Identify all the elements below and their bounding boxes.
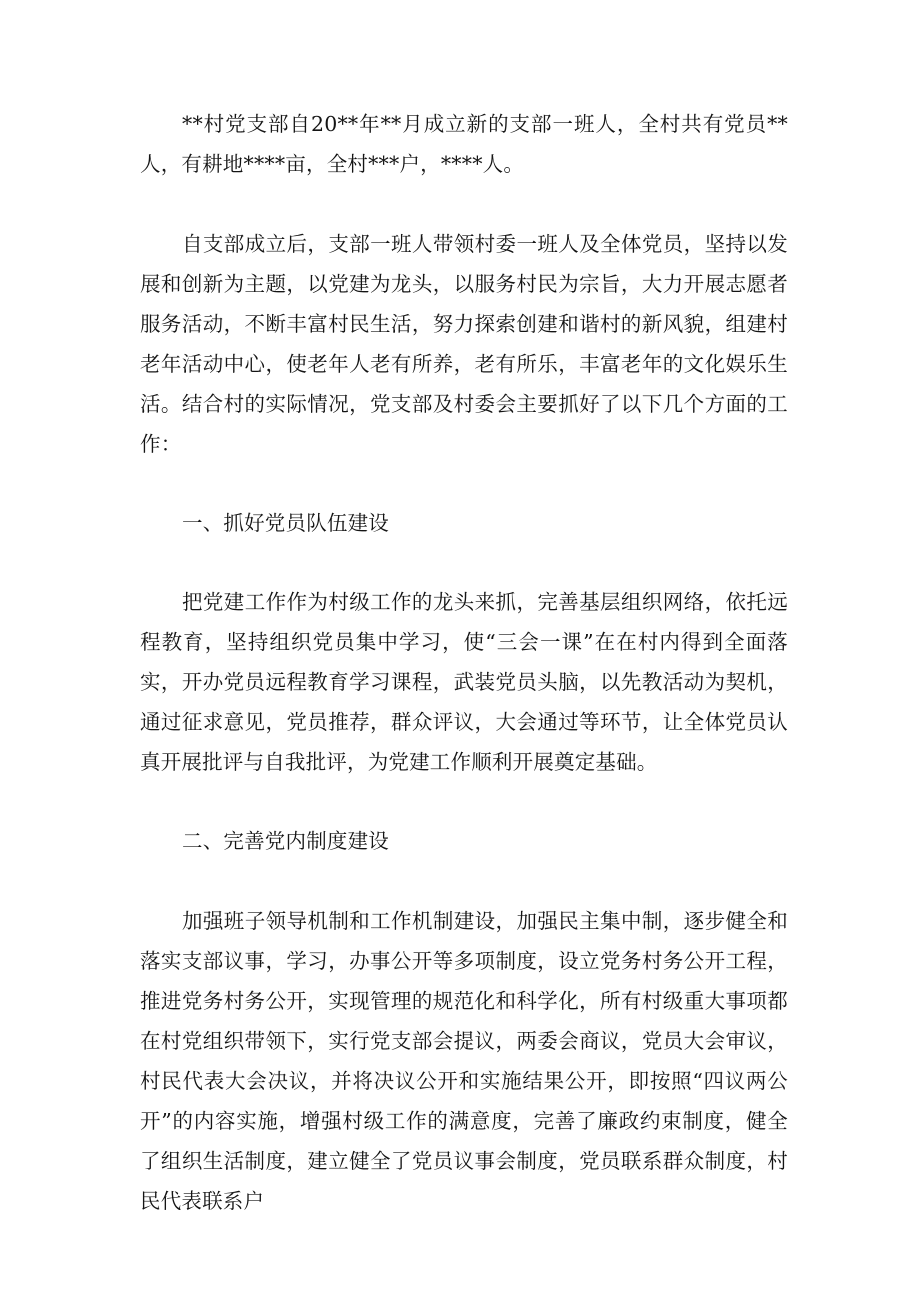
section-heading-1: 一、抓好党员队伍建设	[182, 511, 389, 535]
section-2-paragraph: 加强班子领导机制和工作机制建设，加强民主集中制，逐步健全和落实支部议事，学习，办事公开等多项制度，设立党务村务公开工程，推进党务村务公开，实现管理的规范化和科学化，所有村级重大事项都在村党组织带领下，实行党支部会提议，两委会商议，党员大会审议，村民代表大会决议，并将决议公开和实施结果公开，即按照“四议两公开”的内容实施，增强村级工作的满意度，完善了廉政约束制度，健全了组织生活制度，建立健全了党员议事会制度，党员联系群众制度，村民代表联系户	[140, 909, 788, 1213]
overview-paragraph: 自支部成立后，支部一班人带领村委一班人及全体党员，坚持以发展和创新为主题，以党建为龙头，以服务村民为宗旨，大力开展志愿者服务活动，不断丰富村民生活，努力探索创建和谐村的新风貌，组建村老年活动中心，使老年人老有所养，老有所乐，丰富老年的文化娱乐生活。结合村的实际情况，党支部及村委会主要抓好了以下几个方面的工作：	[140, 232, 788, 456]
intro-paragraph: **村党支部自20**年**月成立新的支部一班人，全村共有党员**人，有耕地****亩，全村***户，****人。	[140, 112, 788, 176]
section-1-paragraph: 把党建工作作为村级工作的龙头来抓，完善基层组织网络，依托远程教育，坚持组织党员集中学习，使“三会一课”在在村内得到全面落实，开办党员远程教育学习课程，武装党员头脑，以先教活动为契机，通过征求意见，党员推荐，群众评议，大会通过等环节，让全体党员认真开展批评与自我批评，为党建工作顺利开展奠定基础。	[140, 590, 788, 774]
section-heading-2: 二、完善党内制度建设	[182, 829, 389, 853]
document-body	[140, 104, 788, 1221]
